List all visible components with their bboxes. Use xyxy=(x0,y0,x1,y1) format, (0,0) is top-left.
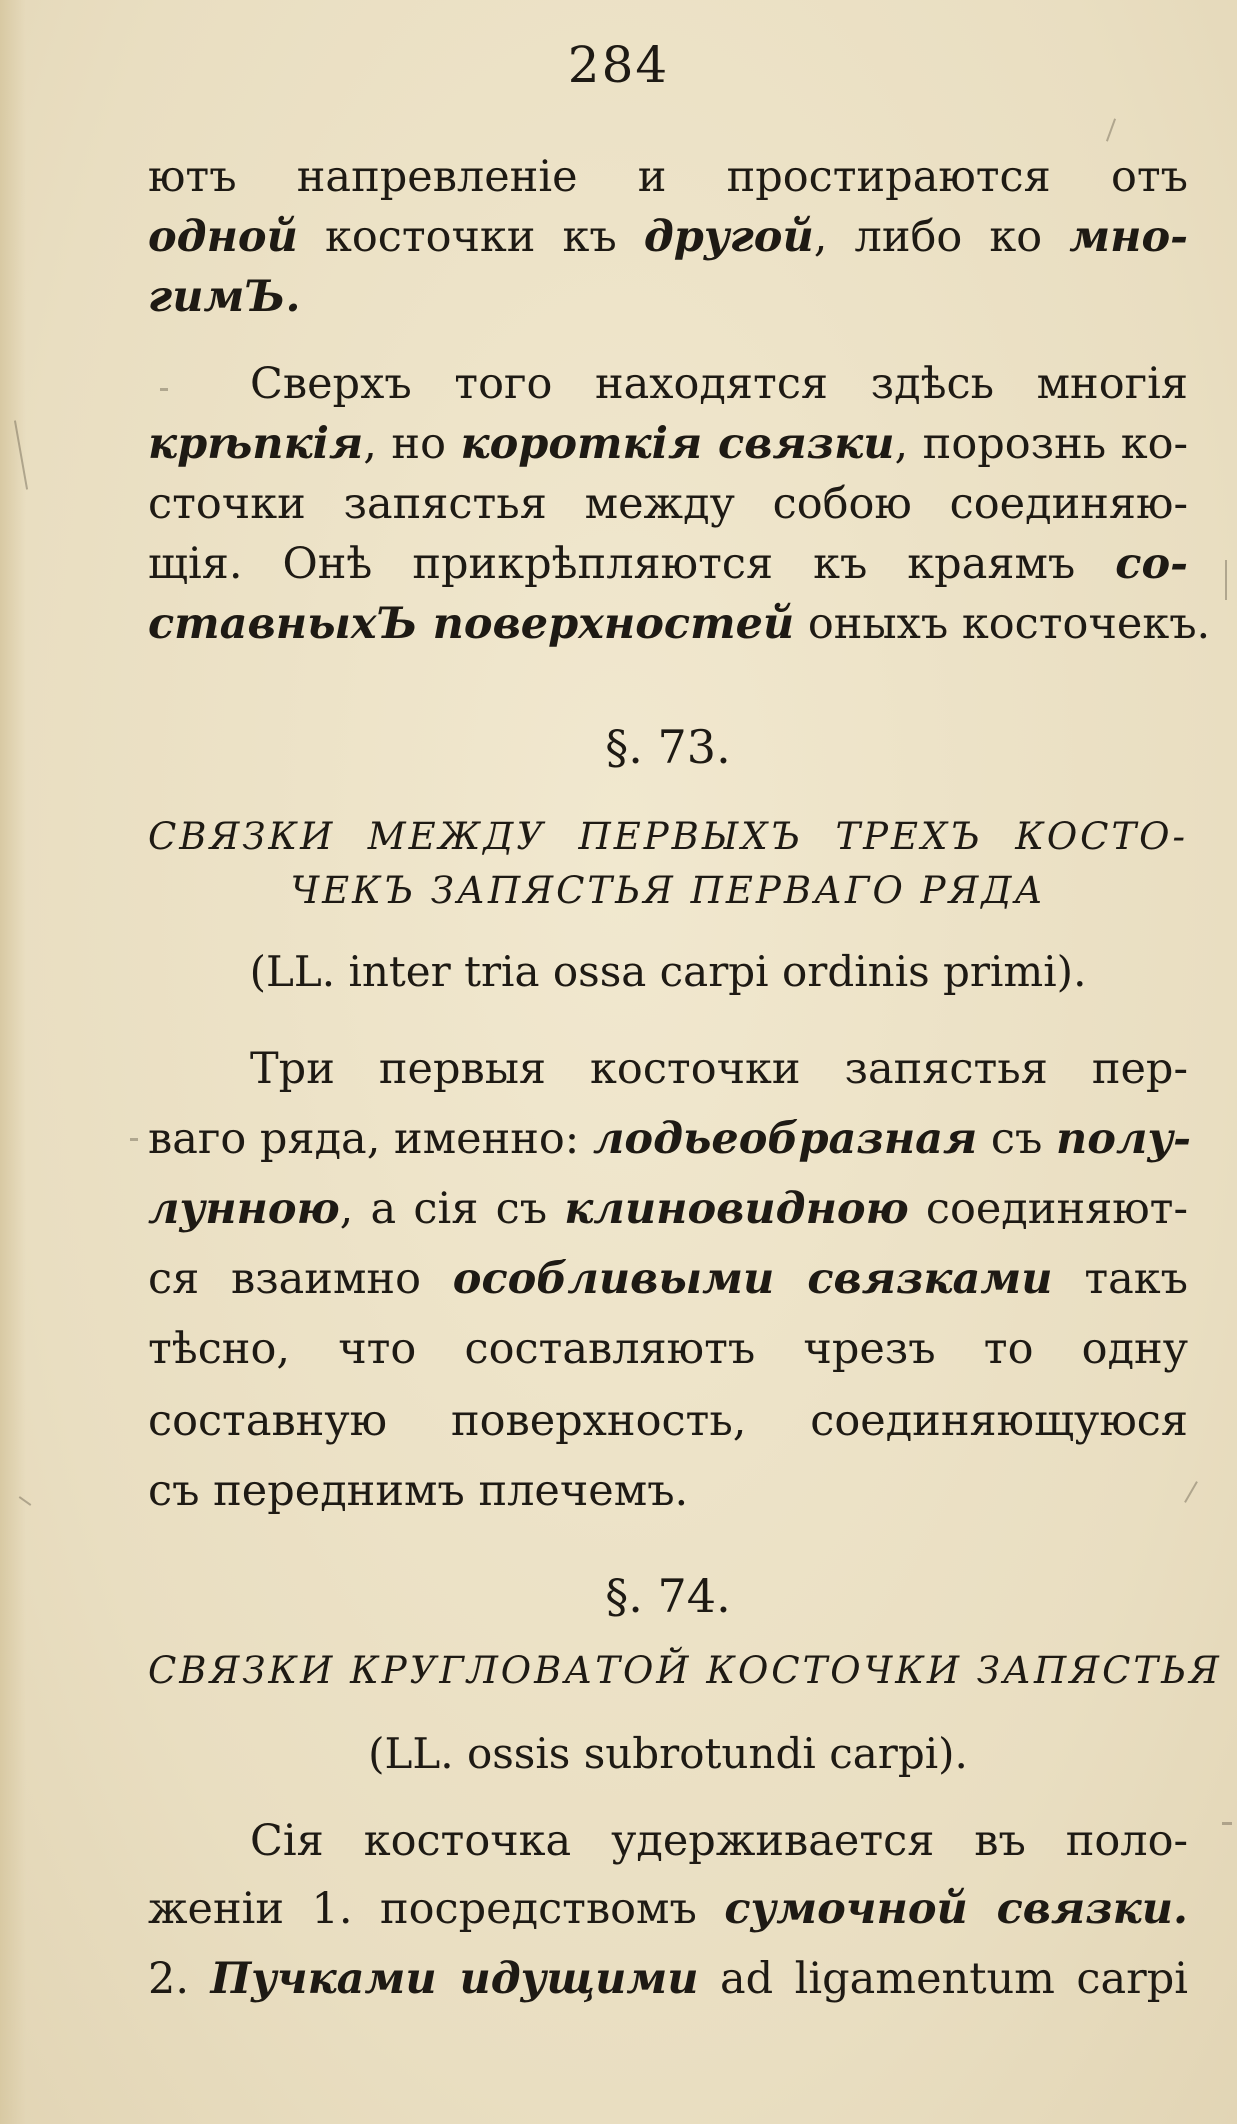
text-line: ваго ряда, именно: лодьеобразная съ полу- xyxy=(148,1114,1192,1164)
section-number: §. 73. xyxy=(605,720,731,774)
text-line: одной косточки къ другой, либо ко мно- xyxy=(148,212,1188,262)
latin-term: (LL. ossis subrotundi carpi). xyxy=(368,1729,968,1778)
section-heading: СВЯЗКИ МЕЖДУ ПЕРВЫХЪ ТРЕХЪ КОСТО- xyxy=(148,815,1188,858)
text-line: ставныхЪ поверхностей оныхъ косточекъ. xyxy=(148,599,1211,649)
page-number: 284 xyxy=(567,36,670,94)
text-line: гимЪ. xyxy=(148,272,301,322)
text-line: крѣпкія, но короткія связки, порознь ко- xyxy=(148,419,1188,469)
page-edge-shadow xyxy=(0,0,26,2124)
text-line: щія. Онѣ прикрѣпляются къ краямъ со- xyxy=(148,539,1188,589)
text-line: Сверхъ того находятся здѣсь многія xyxy=(250,359,1188,409)
text-line: лунною, а сія съ клиновидною соединяют- xyxy=(148,1184,1188,1234)
text-line: составную поверхность, соединяющуюся xyxy=(148,1396,1188,1446)
section-number: §. 74. xyxy=(605,1569,731,1623)
text-line: 2. Пучками идущими ad ligamentum carpi xyxy=(148,1954,1188,2004)
text-line: Три первыя косточки запястья пер- xyxy=(250,1044,1188,1094)
text-line: сточки запястья между собою соединяю- xyxy=(148,479,1188,529)
section-heading: ЧЕКЪ ЗАПЯСТЬЯ ПЕРВАГО РЯДА xyxy=(290,869,1046,912)
text-line: съ переднимъ плечемъ. xyxy=(148,1466,689,1516)
text-line: женіи 1. посредствомъ сумочной связки. xyxy=(148,1884,1188,1934)
text-line: тѣсно, что составляютъ чрезъ то одну xyxy=(148,1324,1188,1374)
section-heading: СВЯЗКИ КРУГЛОВАТОЙ КОСТОЧКИ ЗАПЯСТЬЯ xyxy=(148,1649,1222,1692)
text-line: ся взаимно особливыми связками такъ xyxy=(148,1254,1189,1304)
text-line: ютъ напревленіе и простираются отъ xyxy=(148,152,1188,202)
text-line: Сія косточка удерживается въ поло- xyxy=(250,1816,1188,1866)
latin-term: (LL. inter tria ossa carpi ordinis primi). xyxy=(249,947,1087,996)
